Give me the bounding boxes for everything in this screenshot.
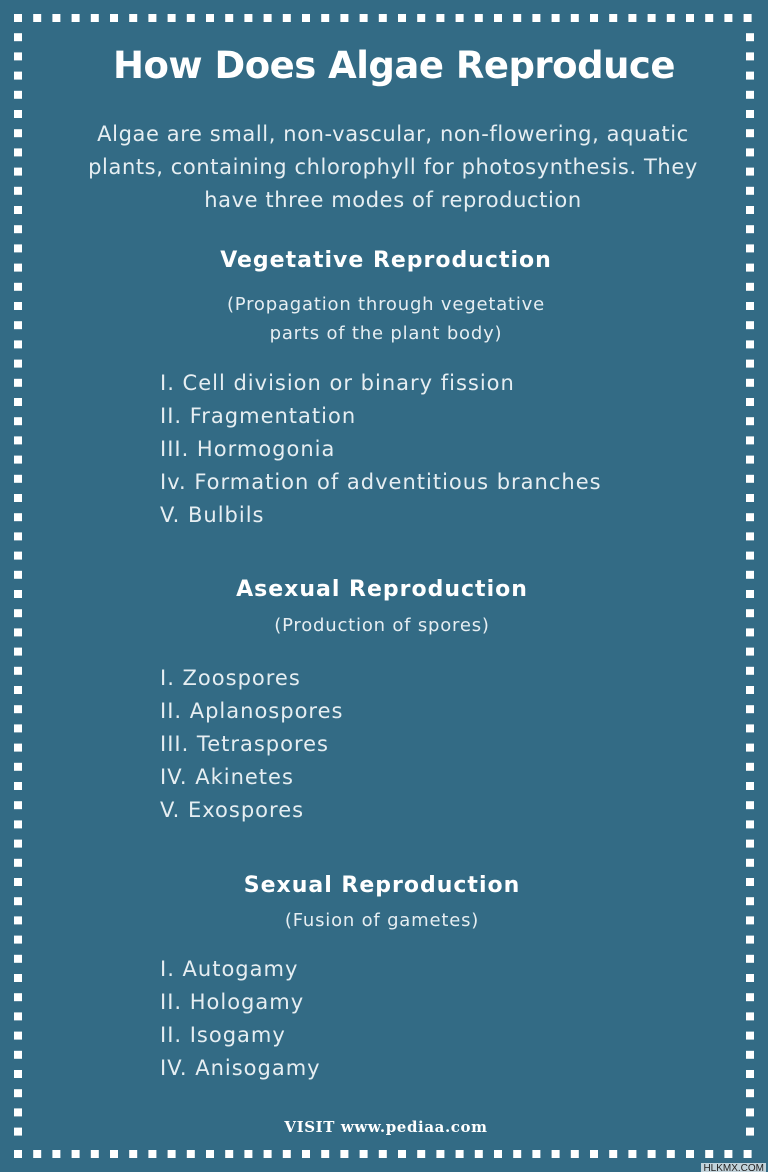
border-dot	[168, 14, 176, 22]
border-dot	[14, 206, 22, 214]
border-dot	[746, 1032, 754, 1040]
list-item: I. Zoospores	[160, 666, 301, 690]
border-dot	[14, 648, 22, 656]
border-dot	[14, 14, 22, 22]
border-dot	[705, 1150, 713, 1158]
border-dot	[14, 1089, 22, 1097]
border-dot	[14, 168, 22, 176]
border-dot	[187, 14, 195, 22]
border-dot	[746, 33, 754, 41]
border-dot	[14, 840, 22, 848]
border-dot	[14, 187, 22, 195]
border-dot	[14, 110, 22, 118]
border-dot	[456, 1150, 464, 1158]
border-dot	[746, 820, 754, 828]
border-dot	[14, 974, 22, 982]
border-dot	[746, 417, 754, 425]
border-dot	[746, 993, 754, 1001]
border-dot	[14, 456, 22, 464]
list-item: II. Fragmentation	[160, 404, 357, 428]
border-dot	[746, 187, 754, 195]
border-dot	[360, 14, 368, 22]
border-dot	[14, 782, 22, 790]
border-dot	[14, 1032, 22, 1040]
subtitle-line: parts of the plant body)	[269, 323, 503, 344]
border-dot	[746, 148, 754, 156]
border-dot	[746, 897, 754, 905]
border-dot	[14, 148, 22, 156]
border-dot	[14, 360, 22, 368]
border-dot	[14, 936, 22, 944]
footer-visit-link[interactable]: VISIT www.pediaa.com	[284, 1118, 488, 1136]
border-dot	[321, 14, 329, 22]
border-dot	[14, 379, 22, 387]
border-dot	[590, 1150, 598, 1158]
border-dot	[14, 667, 22, 675]
border-dot	[746, 1108, 754, 1116]
border-dot	[648, 1150, 656, 1158]
border-dot	[746, 1070, 754, 1078]
border-dot	[14, 744, 22, 752]
border-dot	[14, 513, 22, 521]
border-dot	[398, 14, 406, 22]
border-dot	[14, 955, 22, 963]
border-dot	[14, 724, 22, 732]
border-dot	[552, 14, 560, 22]
border-dot	[746, 686, 754, 694]
border-dot	[746, 782, 754, 790]
border-dot	[513, 1150, 521, 1158]
border-dot	[302, 14, 310, 22]
list-item: IV. Anisogamy	[160, 1056, 321, 1080]
border-dot	[746, 168, 754, 176]
section-heading-asexual: Asexual Reproduction	[236, 577, 528, 602]
border-dot	[746, 801, 754, 809]
border-dot	[14, 859, 22, 867]
border-dot	[52, 14, 60, 22]
border-dot	[14, 436, 22, 444]
watermark: HLKMX.COM	[703, 1163, 764, 1174]
border-dot	[110, 14, 118, 22]
border-dot	[746, 974, 754, 982]
border-dot	[746, 129, 754, 137]
border-dot	[746, 513, 754, 521]
border-dot	[14, 1051, 22, 1059]
border-dot	[283, 1150, 291, 1158]
border-dot	[129, 1150, 137, 1158]
border-dot	[571, 14, 579, 22]
border-dot	[746, 360, 754, 368]
border-dot	[705, 14, 713, 22]
border-dot	[456, 14, 464, 22]
border-dot	[14, 225, 22, 233]
border-dot	[206, 1150, 214, 1158]
border-dot	[513, 14, 521, 22]
border-dot	[746, 436, 754, 444]
vegetative-list	[160, 367, 720, 532]
border-dot	[667, 14, 675, 22]
border-dot	[746, 648, 754, 656]
border-dot	[746, 398, 754, 406]
border-dot	[724, 1150, 732, 1158]
border-dot	[494, 1150, 502, 1158]
border-dot	[746, 1089, 754, 1097]
border-dot	[590, 14, 598, 22]
border-dot	[609, 1150, 617, 1158]
border-dot	[436, 14, 444, 22]
border-dot	[14, 33, 22, 41]
border-dot	[14, 820, 22, 828]
border-dot	[746, 1012, 754, 1020]
border-dot	[14, 686, 22, 694]
asexual-list	[160, 662, 720, 827]
border-dot	[14, 1108, 22, 1116]
border-dot	[321, 1150, 329, 1158]
border-dot	[417, 1150, 425, 1158]
border-dot	[225, 14, 233, 22]
border-dot	[379, 1150, 387, 1158]
list-item: III. Hormogonia	[160, 437, 336, 461]
border-dot	[417, 14, 425, 22]
border-dot	[110, 1150, 118, 1158]
border-dot	[746, 110, 754, 118]
border-dot	[187, 1150, 195, 1158]
border-dot	[609, 14, 617, 22]
border-dot	[14, 1012, 22, 1020]
border-dot	[14, 763, 22, 771]
list-item: II. Isogamy	[160, 1023, 286, 1047]
border-dot	[746, 379, 754, 387]
border-dot	[552, 1150, 560, 1158]
border-dot	[302, 1150, 310, 1158]
border-dot	[667, 1150, 675, 1158]
border-dot	[744, 1150, 752, 1158]
border-dot	[746, 667, 754, 675]
border-dot	[14, 801, 22, 809]
border-dot	[746, 840, 754, 848]
border-dot	[264, 14, 272, 22]
border-dot	[129, 14, 137, 22]
sexual-list	[160, 953, 720, 1085]
list-item: I. Autogamy	[160, 957, 299, 981]
border-dot	[33, 14, 41, 22]
border-dot	[571, 1150, 579, 1158]
border-dot	[628, 14, 636, 22]
border-dot	[14, 398, 22, 406]
border-dot	[340, 14, 348, 22]
list-item: II. Aplanospores	[160, 699, 344, 723]
border-dot	[14, 494, 22, 502]
section-heading-vegetative: Vegetative Reproduction	[220, 248, 552, 273]
border-dot	[746, 936, 754, 944]
border-dot	[264, 1150, 272, 1158]
subtitle-line: (Propagation through vegetative	[226, 294, 546, 315]
border-dot	[91, 14, 99, 22]
border-dot	[746, 91, 754, 99]
list-item: IV. Akinetes	[160, 765, 294, 789]
list-item: Iv. Formation of adventitious branches	[160, 470, 602, 494]
border-dot	[746, 705, 754, 713]
list-item: I. Cell division or binary fission	[160, 371, 515, 395]
border-dot	[148, 14, 156, 22]
border-dot	[628, 1150, 636, 1158]
border-dot	[72, 1150, 80, 1158]
border-dot	[398, 1150, 406, 1158]
border-dot	[244, 1150, 252, 1158]
list-item: V. Bulbils	[160, 503, 265, 527]
page-title: How Does Algae Reproduce	[113, 44, 675, 87]
border-dot	[746, 724, 754, 732]
border-dot	[746, 456, 754, 464]
list-item: V. Exospores	[160, 798, 305, 822]
border-dot	[532, 14, 540, 22]
border-dot	[340, 1150, 348, 1158]
border-dot	[746, 475, 754, 483]
border-dot	[648, 14, 656, 22]
section-subtitle-sexual	[0, 906, 768, 935]
border-dot	[475, 14, 483, 22]
list-item: II. Hologamy	[160, 990, 305, 1014]
border-dot	[746, 552, 754, 560]
border-dot	[206, 14, 214, 22]
border-dot	[746, 206, 754, 214]
border-dot	[14, 705, 22, 713]
border-dot	[14, 993, 22, 1001]
border-dot	[746, 763, 754, 771]
border-dot	[379, 14, 387, 22]
border-dot	[686, 1150, 694, 1158]
border-dot	[686, 14, 694, 22]
border-dot	[244, 14, 252, 22]
border-dot	[14, 1150, 22, 1158]
border-dot	[72, 14, 80, 22]
subtitle-line: (Fusion of gametes)	[284, 910, 480, 931]
border-dot	[52, 1150, 60, 1158]
border-dot	[14, 552, 22, 560]
border-dot	[746, 1051, 754, 1059]
subtitle-line: (Production of spores)	[274, 615, 490, 636]
border-dot	[14, 1070, 22, 1078]
border-dot	[168, 1150, 176, 1158]
border-dot	[14, 532, 22, 540]
border-dot	[724, 14, 732, 22]
border-dot	[360, 1150, 368, 1158]
border-dot	[746, 955, 754, 963]
border-dot	[14, 417, 22, 425]
border-dot	[532, 1150, 540, 1158]
border-dot	[746, 859, 754, 867]
border-dot	[14, 91, 22, 99]
border-dot	[14, 475, 22, 483]
section-heading-sexual: Sexual Reproduction	[243, 873, 521, 898]
border-dot	[91, 1150, 99, 1158]
border-dot	[744, 14, 752, 22]
border-dot	[225, 1150, 233, 1158]
border-dot	[746, 494, 754, 502]
border-dot	[33, 1150, 41, 1158]
list-item: III. Tetraspores	[160, 732, 329, 756]
border-dot	[283, 14, 291, 22]
border-dot	[148, 1150, 156, 1158]
border-dot	[746, 532, 754, 540]
border-dot	[746, 744, 754, 752]
border-dot	[746, 225, 754, 233]
border-dot	[14, 129, 22, 137]
border-dot	[475, 1150, 483, 1158]
border-dot	[14, 897, 22, 905]
section-subtitle-asexual	[0, 611, 768, 640]
border-dot	[436, 1150, 444, 1158]
intro-paragraph: Algae are small, non-vascular, non-flowering, aquatic plants, containing chlorophyll for photosynthesis. They have three modes of reproduction	[88, 122, 698, 212]
section-subtitle-vegetative	[0, 290, 768, 348]
border-dot	[494, 14, 502, 22]
